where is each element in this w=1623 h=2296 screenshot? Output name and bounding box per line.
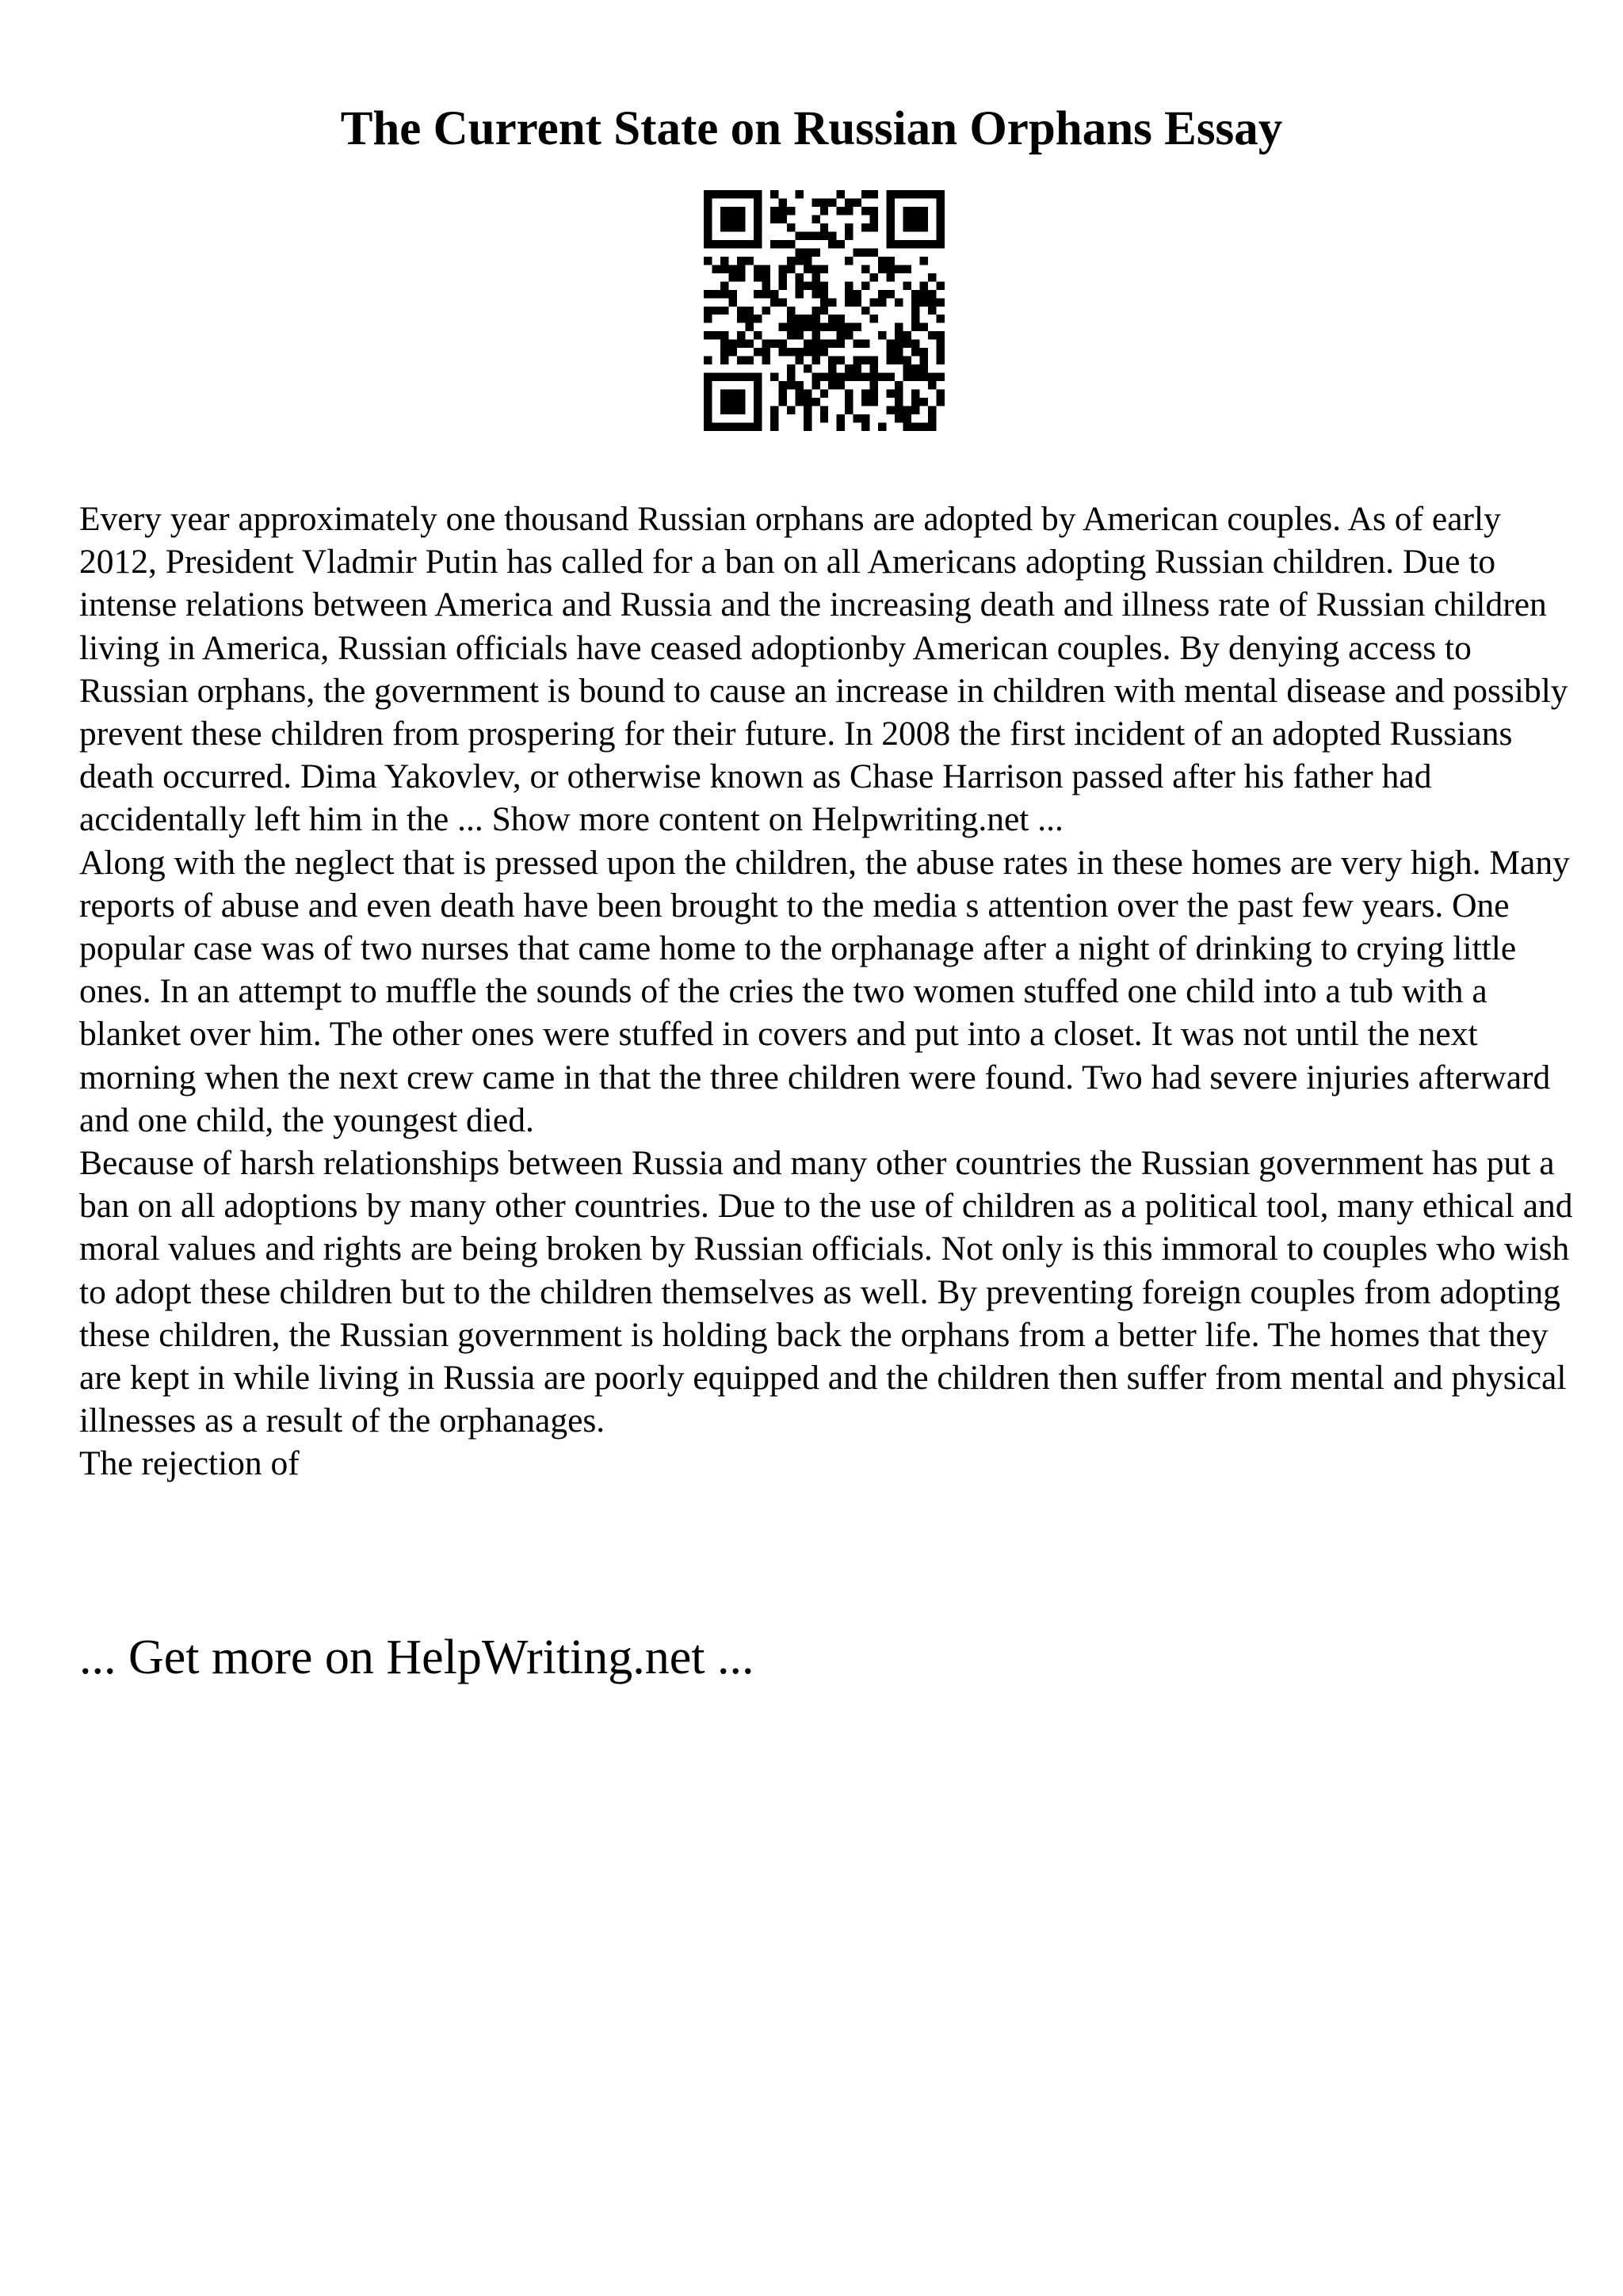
paragraph: The rejection of	[79, 1444, 300, 1483]
paragraph: Every year approximately one thousand Russian orphans are adopted by American couples. As of early 2012, President Vladmir Putin has called for a ban on all Americans adopting Russian children. Due to intense relations between America and Russia and the increasing death and illness rate of Russian children living in America, Russian officials have ceased adoptionby American couples. By denying access to Russian orphans, the government is bound to cause an increase in children with mental disease and possibly prevent these children from prospering for their future. In 2008 the first incident of an adopted Russians death occurred. Dima Yakovlev, or otherwise known as Chase Harrison passed after his father had accidentally left him in the ... Show more content on Helpwriting.net ...	[79, 500, 1568, 839]
paragraph: Along with the neglect that is pressed upon the children, the abuse rates in these homes are very high. Many reports of abuse and even death have been brought to the media s attention over the past few years. One popular case was of two nurses that came home to the orphanage after a night of drinking to crying little ones. In an attempt to muffle the sounds of the cries the two women stuffed one child into a tub with a blanket over him. The other ones were stuffed in covers and put into a closet. It was not until the next morning when the next crew came in that the three children were found. Two had severe injuries afterward and one child, the youngest died.	[79, 843, 1570, 1139]
essay-body	[79, 498, 1577, 1486]
qr-code-icon	[704, 190, 945, 431]
paragraph: Because of harsh relationships between Russia and many other countries the Russian government has put a ban on all adoptions by many other countries. Due to the use of children as a political tool, many ethical and moral values and rights are being broken by Russian officials. Not only is this immoral to couples who wish to adopt these children but to the children themselves as well. By preventing foreign couples from adopting these children, the Russian government is holding back the orphans from a better life. The homes that they are kept in while living in Russia are poorly equipped and the children then suffer from mental and physical illnesses as a result of the orphanages.	[79, 1144, 1573, 1440]
get-more-link[interactable]: ... Get more on HelpWriting.net ...	[79, 1630, 754, 1684]
document-title: The Current State on Russian Orphans Essay	[340, 102, 1283, 155]
